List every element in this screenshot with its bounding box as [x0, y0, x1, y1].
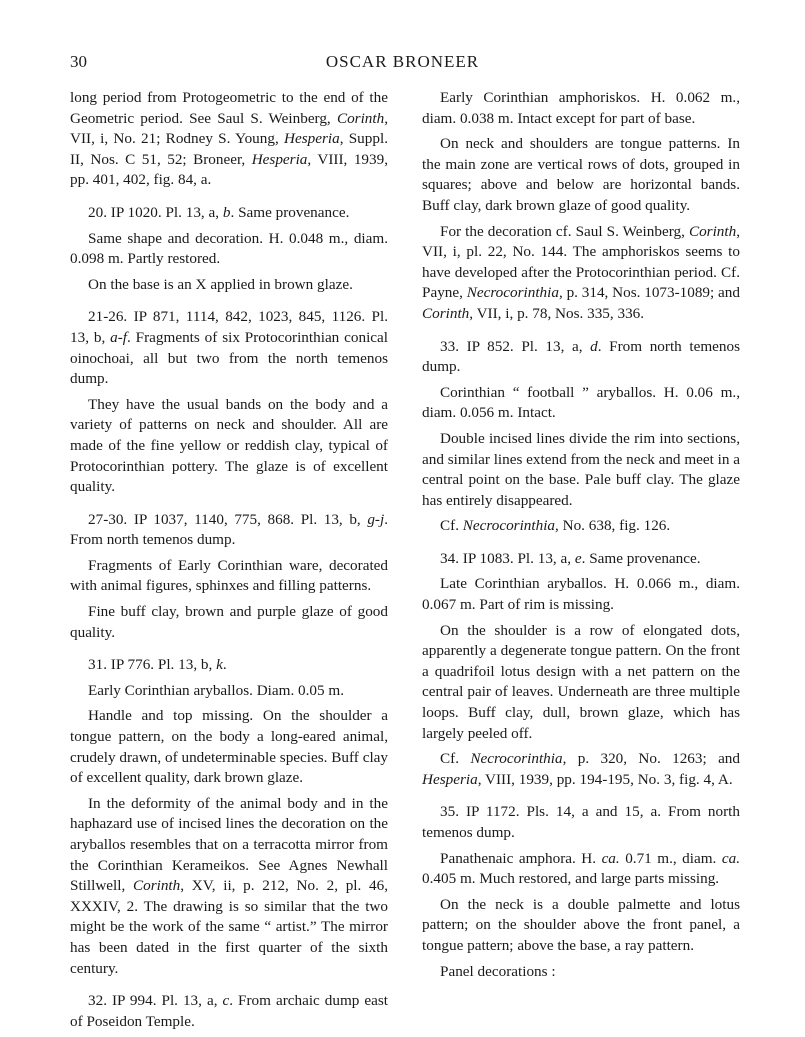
catalog-entry-heading: 27-30. IP 1037, 1140, 775, 868. Pl. 13, b, g-j. From north temenos dump. — [70, 510, 388, 549]
body-paragraph: Corinthian “ football ” aryballos. H. 0.06 m., diam. 0.056 m. Intact. — [422, 383, 740, 422]
catalog-entry-heading: 34. IP 1083. Pl. 13, a, e. Same provenance. — [440, 549, 701, 567]
catalog-entry-heading: 32. IP 994. Pl. 13, a, c. From archaic dump east of Poseidon Temple. — [70, 992, 388, 1030]
body-paragraph: Panathenaic amphora. H. ca. 0.71 m., diam. ca. 0.405 m. Much restored, and large parts missing. — [422, 849, 740, 888]
body-paragraph: On the base is an X applied in brown glaze. — [88, 275, 353, 293]
page-number: 30 — [70, 52, 87, 71]
body-paragraph: On the shoulder is a row of elongated dots, apparently a degenerate tongue pattern. On the front a quadrifoil lotus design with a net pattern on the central pair of leaves. Underneath are three multiple loops. Buff clay, dull, brown glaze, which has largely peeled off. — [422, 621, 740, 742]
body-paragraph: They have the usual bands on the body and a variety of patterns on neck and shoulder. All are made of the fine yellow or reddish clay, typical of Protocorinthian pottery. The glaze is of excellent quality. — [70, 395, 388, 496]
continued-paragraph: long period from Protogeometric to the end of the Geometric period. See Saul S. Weinberg, Corinth, VII, i, No. 21; Rodney S. Young, Hesperia, Suppl. II, Nos. C 51, 52; Broneer, Hesperia, VIII, 1939, pp. 401, 402, fig. 84, a. — [70, 89, 388, 189]
body-paragraph: For the decoration cf. Saul S. Weinberg, Corinth, VII, i, pl. 22, No. 144. The amphoriskos seems to have developed after the Protocorinthian period. Cf. Payne, Necrocorinthia, p. 314, Nos. 1073-1089; and Corinth, VII, i, p. 78, Nos. 335, 336. — [422, 222, 740, 322]
body-paragraph: In the deformity of the animal body and in the haphazard use of incised lines the decoration on the aryballos resembles that on a terracotta mirror from the Corinthian Kerameikos. See Agnes Newhall Stillwell, Corinth, XV, ii, p. 212, No. 2, pl. 46, XXXIV, 2. The drawing is so similar that the two might be the work of the same “ artist.” The mirror has been dated in the first quarter of the sixth century. — [70, 794, 388, 977]
body-paragraph: Fine buff clay, brown and purple glaze of good quality. — [70, 603, 388, 641]
body-paragraph: Double incised lines divide the rim into sections, and similar lines extend from the neck and meet in a central point on the base. Pale buff clay. The glaze has entirely disappeared. — [422, 429, 740, 509]
right-column — [422, 88, 740, 987]
body-paragraph: Same shape and decoration. H. 0.048 m., diam. 0.098 m. Partly restored. — [70, 229, 388, 268]
left-column — [70, 88, 388, 1037]
body-paragraph: Early Corinthian amphoriskos. H. 0.062 m., diam. 0.038 m. Intact except for part of base. — [422, 89, 740, 127]
body-paragraph: Late Corinthian aryballos. H. 0.066 m., diam. 0.067 m. Part of rim is missing. — [422, 575, 740, 614]
page-header — [70, 52, 735, 74]
body-paragraph: Cf. Necrocorinthia, p. 320, No. 1263; and Hesperia, VIII, 1939, pp. 194-195, No. 3, fig. 4, A. — [422, 750, 740, 788]
body-paragraph: Fragments of Early Corinthian ware, decorated with animal figures, sphinxes and filling patterns. — [70, 556, 388, 595]
body-paragraph: Panel decorations : — [440, 962, 556, 980]
catalog-entry-heading: 21-26. IP 871, 1114, 842, 1023, 845, 1126. Pl. 13, b, a-f. Fragments of six Protocorinthian conical oinochoai, all but two from the north temenos dump. — [70, 308, 388, 388]
catalog-entry-heading: 20. IP 1020. Pl. 13, a, b. Same provenance. — [88, 203, 350, 221]
body-paragraph: On neck and shoulders are tongue patterns. In the main zone are vertical rows of dots, grouped in squares; above and below are horizontal bands. Buff clay, dark brown glaze of good quality. — [422, 135, 740, 214]
catalog-entry-heading: 31. IP 776. Pl. 13, b, k. — [88, 656, 227, 674]
body-paragraph: Cf. Necrocorinthia, No. 638, fig. 126. — [440, 517, 671, 535]
catalog-entry-heading: 35. IP 1172. Pls. 14, a and 15, a. From north temenos dump. — [422, 803, 740, 841]
catalog-entry-heading: 33. IP 852. Pl. 13, a, d. From north temenos dump. — [422, 337, 740, 376]
body-paragraph: Handle and top missing. On the shoulder a tongue pattern, on the body a long-eared animal, crudely drawn, of undeterminable species. Buff clay of excellent quality, dark brown glaze. — [70, 707, 388, 787]
body-paragraph: On the neck is a double palmette and lotus pattern; on the shoulder above the front panel, a tongue pattern; above the base, a ray pattern. — [422, 895, 740, 954]
body-paragraph: Early Corinthian aryballos. Diam. 0.05 m. — [88, 681, 345, 699]
running-head: OSCAR BRONEER — [325, 52, 480, 71]
